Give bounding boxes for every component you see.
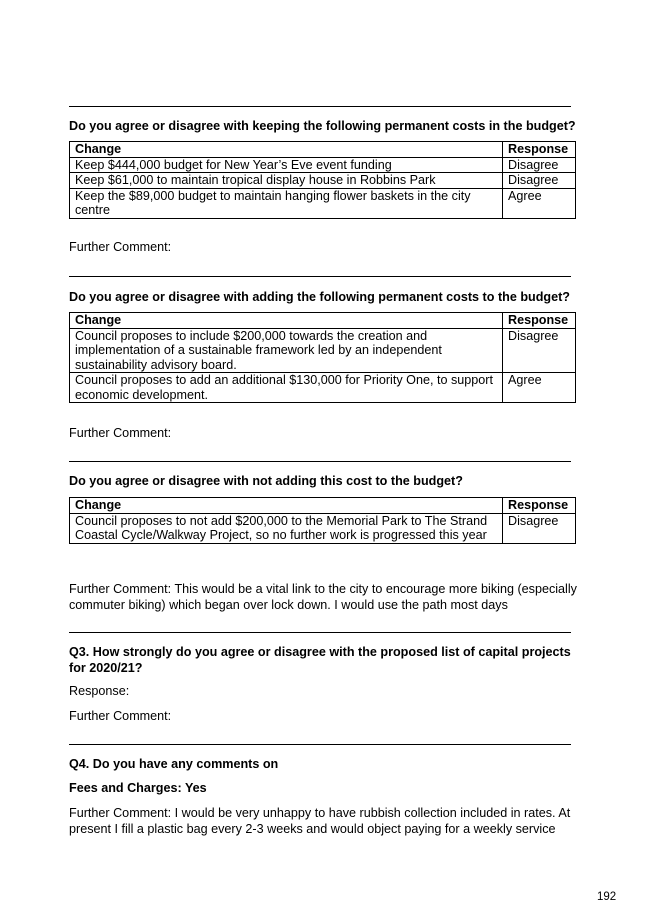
- header-change: Change: [70, 313, 503, 329]
- response-cell: Disagree: [503, 173, 576, 189]
- q4-subheading: Fees and Charges: Yes: [69, 781, 207, 795]
- header-change: Change: [70, 498, 503, 514]
- change-cell: Keep $61,000 to maintain tropical display house in Robbins Park: [70, 173, 503, 189]
- q4-comment: Further Comment: I would be very unhappy to have rubbish collection included in rates. At present I fill a plastic bag every 2-3 weeks and would object paying for a weekly service: [69, 806, 571, 836]
- q3-comment: Further Comment:: [69, 709, 172, 723]
- table-header-row: [70, 142, 576, 158]
- table-header-row: [70, 313, 576, 329]
- section1-question: Do you agree or disagree with keeping the following permanent costs in the budget?: [69, 119, 576, 133]
- header-response: Response: [503, 498, 576, 514]
- divider: [69, 744, 571, 745]
- response-cell: Disagree: [503, 157, 576, 173]
- response-cell: Disagree: [503, 328, 576, 373]
- page-number: 192: [597, 891, 617, 903]
- response-cell: Disagree: [503, 513, 576, 543]
- section2-question: Do you agree or disagree with adding the following permanent costs to the budget?: [69, 290, 570, 304]
- q3-question: Q3. How strongly do you agree or disagree with the proposed list of capital projects for 2020/21?: [69, 645, 571, 675]
- header-response: Response: [503, 142, 576, 158]
- table-row: [70, 157, 576, 173]
- divider: [69, 276, 571, 277]
- table-row: [70, 173, 576, 189]
- q3-response: Response:: [69, 684, 130, 698]
- divider: [69, 106, 571, 107]
- change-cell: Keep $444,000 budget for New Year’s Eve event funding: [70, 157, 503, 173]
- response-cell: Agree: [503, 373, 576, 403]
- section3-comment: Further Comment: This would be a vital link to the city to encourage more biking (especially commuter biking) which began over lock down. I would use the path most days: [69, 582, 577, 612]
- change-cell: Keep the $89,000 budget to maintain hanging flower baskets in the city centre: [70, 188, 503, 218]
- header-change: Change: [70, 142, 503, 158]
- section1-table: [69, 141, 576, 219]
- table-row: [70, 513, 576, 543]
- section1-comment: Further Comment:: [69, 240, 172, 254]
- change-cell: Council proposes to add an additional $130,000 for Priority One, to support economic development.: [70, 373, 503, 403]
- divider: [69, 461, 571, 462]
- table-row: [70, 373, 576, 403]
- section2-table: [69, 312, 576, 403]
- section3-table: [69, 497, 576, 544]
- q4-question: Q4. Do you have any comments on: [69, 757, 279, 771]
- response-cell: Agree: [503, 188, 576, 218]
- table-row: [70, 188, 576, 218]
- table-header-row: [70, 498, 576, 514]
- change-cell: Council proposes to not add $200,000 to the Memorial Park to The Strand Coastal Cycle/Walkway Project, so no further work is progressed this year: [70, 513, 503, 543]
- divider: [69, 632, 571, 633]
- change-cell: Council proposes to include $200,000 towards the creation and implementation of a sustainable framework led by an independent sustainability advisory board.: [70, 328, 503, 373]
- header-response: Response: [503, 313, 576, 329]
- table-row: [70, 328, 576, 373]
- section2-comment: Further Comment:: [69, 426, 172, 440]
- section3-question: Do you agree or disagree with not adding this cost to the budget?: [69, 474, 463, 488]
